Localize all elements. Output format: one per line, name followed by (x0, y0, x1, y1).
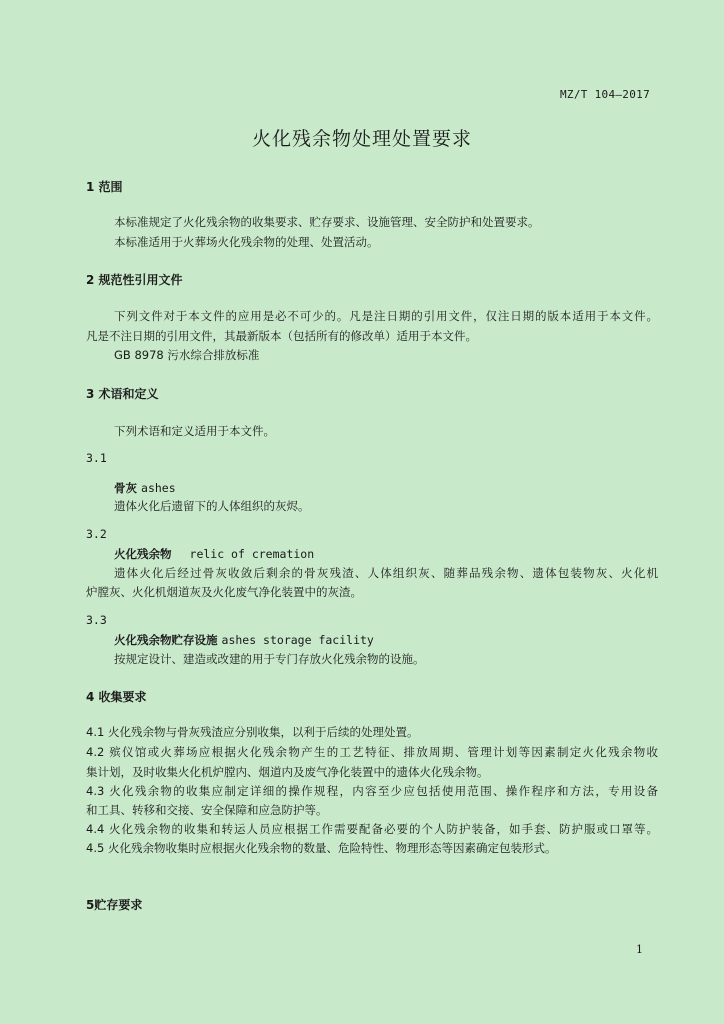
term-definition: 遗体火化后经过骨灰收敛后剩余的骨灰残渣、人体组织灰、随葬品残余物、遗体包装物灰、火化机 (114, 566, 658, 580)
clause-4-4: 4.4 火化残余物的收集和转运人员应根据工作需要配备必要的个人防护装备，如手套、防护服或口罩等。 (86, 822, 658, 836)
term-number: 3.2 (86, 527, 107, 541)
section-1-heading: 1 范围 (86, 180, 123, 194)
term-chinese: 火化残余物贮存设施 (114, 633, 218, 647)
section-3-heading: 3 术语和定义 (86, 387, 159, 401)
term-number: 3.3 (86, 613, 107, 627)
page-number: 1 (636, 943, 643, 956)
term-title (114, 480, 176, 496)
section-1-paragraph: 本标准适用于火葬场火化残余物的处理、处置活动。 (114, 235, 379, 249)
term-definition: 炉膛灰、火化机烟道灰及火化废气净化装置中的灰渣。 (86, 585, 362, 599)
section-5-heading: 5贮存要求 (86, 898, 143, 912)
term-title (114, 632, 374, 648)
section-3-intro: 下列术语和定义适用于本文件。 (114, 424, 275, 438)
term-definition: 按规定设计、建造或改建的用于专门存放火化残余物的设施。 (114, 652, 425, 666)
clause-4-3: 4.3 火化残余物的收集应制定详细的操作规程，内容至少应包括使用范围、操作程序和方法，专用设备 (86, 784, 658, 798)
standard-code: MZ/T 104—2017 (560, 88, 650, 101)
clause-4-1: 4.1 火化残余物与骨灰残渣应分别收集，以利于后续的处理处置。 (86, 725, 419, 739)
term-chinese: 骨灰 (114, 481, 137, 495)
section-2-paragraph: 凡是不注日期的引用文件，其最新版本（包括所有的修改单）适用于本文件。 (86, 329, 477, 343)
normative-reference: GB 8978 污水综合排放标准 (114, 348, 260, 362)
term-english: relic of cremation (189, 547, 315, 561)
term-english: ashes (141, 481, 176, 495)
clause-4-3: 和工具、转移和交接、安全保障和应急防护等。 (86, 803, 328, 817)
clause-4-2: 4.2 殡仪馆或火葬场应根据火化残余物产生的工艺特征、排放周期、管理计划等因素制定火化残余物收 (86, 745, 658, 759)
clause-4-5: 4.5 火化残余物收集时应根据火化残余物的数量、危险特性、物理形态等因素确定包装形式。 (86, 841, 557, 855)
term-number: 3.1 (86, 451, 107, 465)
term-chinese: 火化残余物 (114, 547, 172, 561)
clause-4-2: 集计划，及时收集火化机炉膛内、烟道内及废气净化装置中的遗体火化残余物。 (86, 765, 489, 779)
term-definition: 遗体火化后遗留下的人体组织的灰烬。 (114, 499, 310, 513)
term-title (114, 546, 314, 562)
section-4-heading: 4 收集要求 (86, 690, 147, 704)
section-2-paragraph: 下列文件对于本文件的应用是必不可少的。凡是注日期的引用文件，仅注日期的版本适用于本文件。 (114, 309, 658, 323)
section-2-heading: 2 规范性引用文件 (86, 273, 183, 287)
document-title: 火化残余物处理处置要求 (251, 128, 472, 150)
section-1-paragraph: 本标准规定了火化残余物的收集要求、贮存要求、设施管理、安全防护和处置要求。 (114, 215, 540, 229)
term-english: ashes storage facility (221, 633, 374, 647)
